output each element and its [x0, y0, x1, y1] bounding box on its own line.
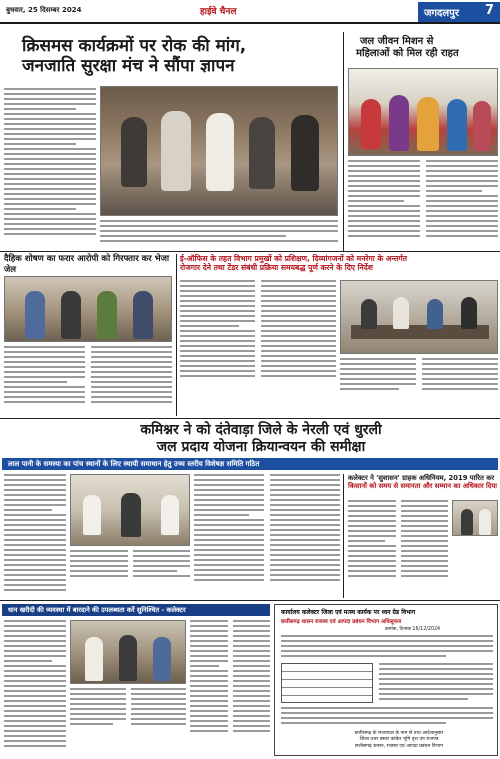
eoffice-body-left	[180, 280, 336, 414]
christmas-headline-line2: जनजाति सुरक्षा मंच ने सौंपा ज्ञापन	[22, 56, 235, 77]
christmas-body-cols	[100, 220, 338, 248]
person-figure	[461, 509, 473, 535]
collector-review-headline-line1: कमिश्नर ने को दंतेवाड़ा जिले के नेरली एवं धुरली	[140, 422, 382, 438]
person-figure	[206, 113, 234, 191]
dhan-body-col2	[70, 688, 186, 754]
person-figure	[153, 637, 171, 681]
notice-body-top	[281, 635, 493, 661]
person-figure	[389, 95, 409, 151]
notice-land-table	[281, 663, 373, 703]
collector-review-photo	[70, 474, 190, 546]
dehik-headline: दैहिक शोषण का फरार आरोपी को गिरफ्तार कर भेजा जेल	[4, 254, 170, 275]
collector-review-body-col1	[4, 474, 66, 596]
notice-footer-line1: छत्तीसगढ़ के राज्यपाल के नाम से तथा आदेशानुसार	[354, 731, 444, 736]
person-figure	[97, 291, 117, 339]
person-figure	[121, 493, 141, 537]
publication-name: हाईवे चैनल	[200, 7, 237, 17]
jal-jeevan-headline-line2: महिलाओं को मिल रही राहत	[356, 47, 459, 59]
dhan-body-col3	[190, 620, 270, 754]
consumer-headline-line1: कलेक्टर ने 'सुशासन' ग्राहक अधिनियम, 2019 पारित कर	[348, 474, 495, 482]
dhan-photo	[70, 620, 186, 684]
consumer-headline-line2: किसानों को समय से समानता और सम्मान का अधिकार दिया	[348, 482, 498, 491]
person-figure	[393, 297, 409, 329]
dehik-photo	[4, 276, 172, 342]
notice-reference: क्रमांक, दिनांक 16/12/2024	[385, 627, 441, 632]
page-number: 7	[484, 3, 494, 18]
consumer-photo	[452, 500, 498, 536]
issue-date: बुधवार, 25 दिसम्बर 2024	[6, 6, 82, 14]
government-notice	[274, 604, 498, 756]
person-figure	[291, 115, 319, 191]
person-figure	[447, 99, 467, 151]
person-figure	[121, 117, 147, 187]
jal-jeevan-headline-line1: जल जीवन मिशन से	[360, 36, 434, 47]
person-figure	[249, 117, 275, 189]
person-figure	[427, 299, 443, 329]
consumer-headline	[348, 474, 498, 491]
person-figure	[161, 495, 179, 535]
notice-footer-line3: छत्तीसगढ़ शासन, राजस्व एवं आपदा प्रबंधन विभाग	[355, 743, 443, 749]
dhan-headline: धान खरीदी की व्यवस्था में बारदाने की उपलब्धता करें सुनिश्चित - कलेक्टर	[2, 604, 270, 616]
collector-review-banner: लाल पानी के समस्या का पांच स्थानों के लिए स्थायी समाधान हेतु उच्च स्तरीय विशेषज्ञ समिति गठित	[2, 458, 498, 470]
consumer-body	[348, 500, 448, 596]
page-header	[0, 0, 500, 24]
section-divider	[0, 418, 500, 419]
eoffice-headline-line1: ई-ऑफिस के तहत विभाग प्रमुखों को प्रशिक्षण, दिव्यांगजनों को मनरेगा के अन्तर्गत	[180, 254, 407, 263]
person-figure	[61, 291, 81, 339]
person-figure	[361, 99, 381, 149]
dehik-body	[4, 346, 172, 414]
eoffice-headline-line2: रोजगार देने तथा टेंडर संबंधी प्रक्रिया समयबद्ध पूर्ण करने के दिए निर्देश	[180, 263, 373, 273]
person-figure	[461, 297, 477, 329]
notice-body-bottom	[281, 707, 493, 729]
city-page-badge	[418, 2, 500, 22]
notice-heading: कार्यालय कलेक्टर जिला एवं मत्स्य कार्यक पर ध्वन ग्रेड विभाग	[281, 609, 416, 616]
person-figure	[133, 291, 153, 339]
person-figure	[417, 97, 439, 151]
notice-subheading: छत्तीसगढ़ शासन राजस्व एवं आपदा प्रबंधन विभाग अधिसूचना	[281, 619, 402, 625]
notice-body-right	[379, 663, 493, 703]
column-divider	[343, 32, 344, 252]
notice-footer-line2: जिला उत्तर बस्तर कांकेर भूमि वृत्त उप राजपत्र	[359, 737, 439, 743]
christmas-photo	[100, 86, 338, 216]
collector-review-headline	[26, 422, 496, 455]
person-figure	[25, 291, 45, 339]
collector-review-body-col3	[194, 474, 340, 596]
person-figure	[479, 509, 491, 535]
eoffice-headline	[180, 254, 498, 273]
jal-jeevan-headline	[356, 36, 498, 60]
section-divider	[0, 600, 500, 601]
collector-review-headline-line2: जल प्रदाय योजना क्रियान्वयन की समीक्षा	[156, 438, 366, 455]
christmas-headline-line1: क्रिसमस कार्यक्रमों पर रोक की मांग,	[22, 36, 247, 56]
person-figure	[361, 299, 377, 329]
dhan-body-col1	[4, 620, 66, 754]
person-figure	[83, 495, 101, 535]
column-divider	[176, 254, 177, 416]
jal-jeevan-photo	[348, 68, 498, 156]
column-divider	[343, 474, 344, 598]
christmas-headline	[22, 36, 342, 76]
person-figure	[161, 111, 191, 191]
person-figure	[85, 637, 103, 681]
collector-review-body-col2	[70, 550, 190, 596]
eoffice-body-right	[340, 358, 498, 414]
section-divider	[0, 251, 500, 252]
person-figure	[119, 635, 137, 681]
person-figure	[473, 101, 491, 151]
christmas-body-col1	[4, 88, 96, 248]
eoffice-photo	[340, 280, 498, 354]
jal-jeevan-body	[348, 160, 498, 248]
notice-signature	[305, 731, 493, 750]
city-name: जगदलपुर	[424, 8, 459, 19]
